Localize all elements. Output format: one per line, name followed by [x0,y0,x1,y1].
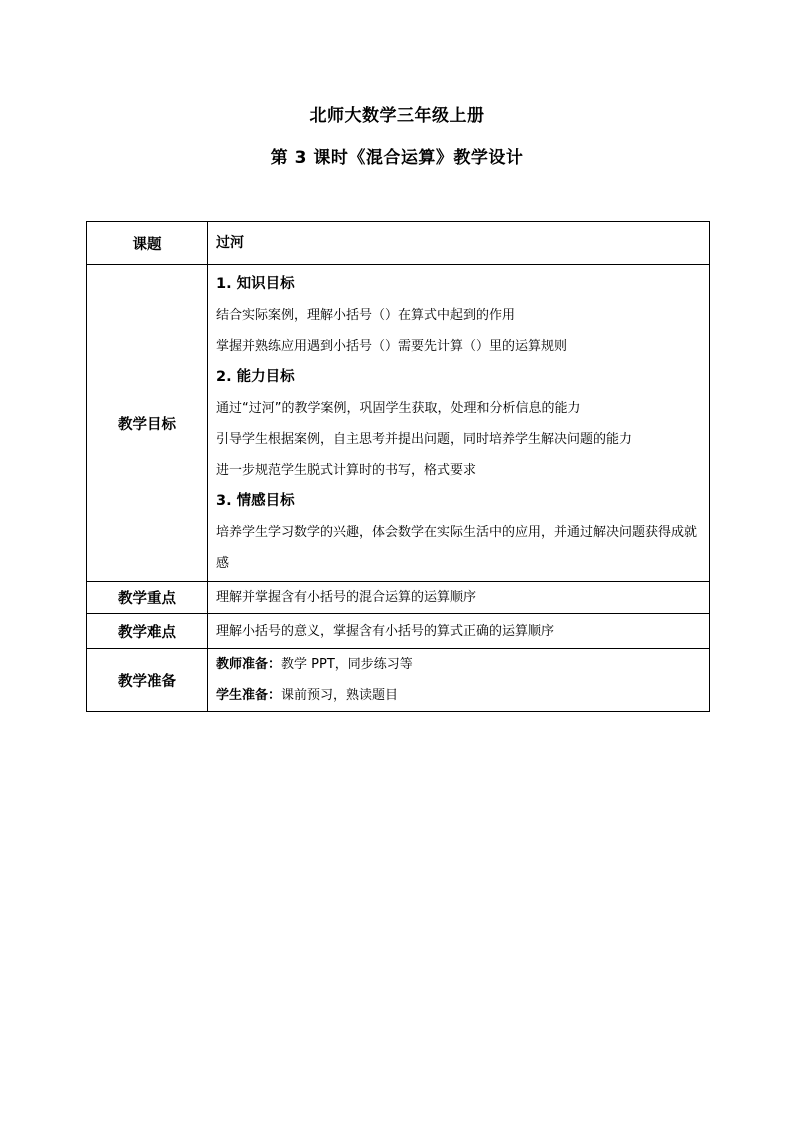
ability-goal-item: 进一步规范学生脱式计算时的书写，格式要求 [216,463,477,478]
ability-goal-item: 引导学生根据案例，自主思考并提出问题，同时培养学生解决问题的能力 [216,432,633,447]
ability-goal-heading: 2. 能力目标 [216,369,295,385]
preparation-content [208,649,710,712]
difficulty-label: 教学难点 [87,614,208,649]
table-row-preparation [87,649,710,712]
key-point-label: 教学重点 [87,582,208,614]
table-row-difficulty [87,614,710,649]
topic-label: 课题 [87,222,208,265]
teacher-preparation-value: 教学 PPT，同步练习等 [281,657,413,672]
goals-content [208,265,710,582]
knowledge-goal-item: 掌握并熟练应用遇到小括号（）需要先计算（）里的运算规则 [216,339,568,354]
table-row-key-point [87,582,710,614]
student-preparation-label: 学生准备： [216,688,282,703]
student-preparation-value: 课前预习，熟读题目 [281,688,399,703]
preparation-label: 教学准备 [87,649,208,712]
difficulty-value: 理解小括号的意义，掌握含有小括号的算式正确的运算顺序 [208,614,710,649]
student-preparation [216,680,703,711]
table-row-goals [87,265,710,582]
goals-label: 教学目标 [87,265,208,582]
teacher-preparation-label: 教师准备： [216,657,282,672]
emotion-goal-item: 培养学生学习数学的兴趣，体会数学在实际生活中的应用，并通过解决问题获得成就感 [216,525,698,571]
document-title: 北师大数学三年级上册 [309,106,485,126]
lesson-plan-table [86,221,710,712]
teacher-preparation [216,649,703,680]
knowledge-goal-item: 结合实际案例，理解小括号（）在算式中起到的作用 [216,308,516,323]
key-point-value: 理解并掌握含有小括号的混合运算的运算顺序 [208,582,710,614]
emotion-goal-heading: 3. 情感目标 [216,493,295,509]
document-subtitle: 第 3 课时《混合运算》教学设计 [270,148,524,168]
knowledge-goal-heading: 1. 知识目标 [216,276,295,292]
ability-goal-item: 通过“过河”的教学案例，巩固学生获取，处理和分析信息的能力 [216,401,581,416]
table-row-topic [87,222,710,265]
topic-value: 过河 [208,222,710,265]
